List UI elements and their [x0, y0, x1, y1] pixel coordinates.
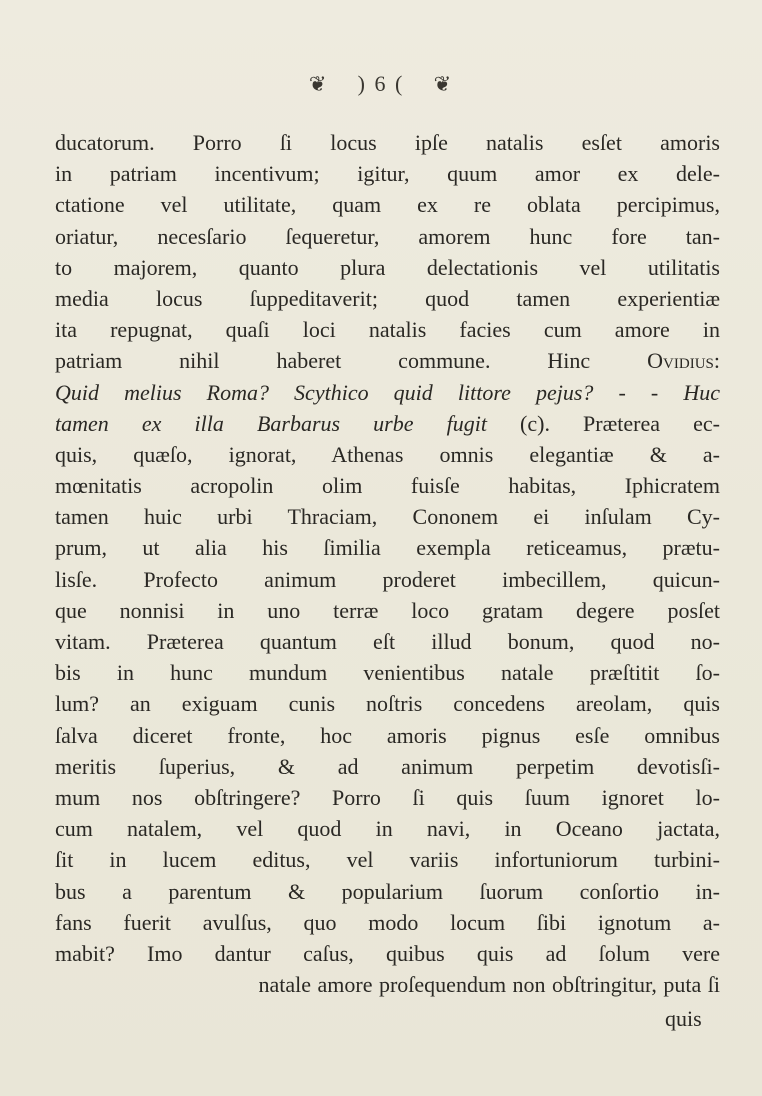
fleuron-left-icon: ❦ [308, 71, 329, 96]
text-segment: lum? an exiguam cunis noſtris concedens areolam, quis [55, 691, 720, 717]
text-segment: : [713, 348, 720, 374]
author-name: Ovidius [647, 348, 714, 374]
text-line [55, 626, 720, 657]
text-line [55, 751, 720, 782]
text-line [55, 439, 720, 470]
text-segment: patriam nihil haberet commune. Hinc [55, 348, 648, 374]
page-number: ) 6 ( [357, 71, 405, 97]
text-segment: mabit? Imo dantur caſus, quibus quis ad ſolum vere [55, 940, 720, 966]
text-line [55, 345, 720, 376]
text-segment: ducatorum. Porro ſi locus ipſe natalis esſet amoris [55, 130, 720, 155]
text-segment: bus a parentum & popularium ſuorum conſortio in- [55, 878, 720, 904]
text-line [55, 782, 720, 813]
text-line [55, 377, 720, 408]
text-line [55, 252, 720, 283]
text-line [55, 221, 720, 252]
text-segment: vitam. Præterea quantum eſt illud bonum, quod no- [55, 629, 720, 654]
text-line [55, 408, 720, 439]
quotation-italic: Quid melius Roma? Scythico quid littore pejus? - - Huc [55, 379, 720, 405]
text-segment: quis, quæſo, ignorat, Athenas omnis elegantiæ & a- [55, 441, 720, 467]
text-line [55, 969, 720, 1000]
text-line [55, 158, 720, 189]
text-segment: ſit in lucem editus, vel variis infortuniorum turbini- [55, 847, 720, 873]
text-segment: tamen huic urbi Thraciam, Cononem ei inſulam Cy- [55, 504, 720, 530]
text-segment: fans fuerit avulſus, quo modo locum ſibi ignotum a- [55, 909, 720, 935]
text-line [55, 127, 720, 158]
text-segment: ctatione vel utilitate, quam ex re oblata percipimus, [55, 192, 720, 218]
text-line [55, 314, 720, 345]
quotation-italic: tamen ex illa Barbarus urbe fugit [55, 410, 487, 436]
text-segment: oriatur, necesſario ſequeretur, amorem hunc fore tan- [55, 223, 720, 249]
text-segment: bis in hunc mundum venientibus natale præſtitit ſo- [55, 660, 720, 686]
running-header [0, 70, 762, 104]
text-segment: lisſe. Profecto animum proderet imbecillem, quicun- [55, 566, 720, 592]
text-segment: que nonnisi in uno terræ loco gratam degere posſet [55, 597, 720, 623]
text-segment: cum natalem, vel quod in navi, in Oceano jactata, [55, 816, 720, 842]
text-segment: ita repugnat, quaſi loci natalis facies cum amore in [55, 317, 720, 343]
text-line [55, 938, 720, 969]
text-line [55, 813, 720, 844]
text-segment: prum, ut alia his ſimilia exempla reticeamus, prætu- [55, 535, 720, 561]
text-line [55, 532, 720, 563]
fleuron-right-icon: ❦ [433, 71, 454, 96]
text-line [55, 907, 720, 938]
text-segment: to majorem, quanto plura delectationis vel utilitatis [55, 254, 720, 280]
text-line [55, 564, 720, 595]
text-segment: in patriam incentivum; igitur, quum amor ex dele- [55, 161, 720, 187]
text-segment: ſalva diceret fronte, hoc amoris pignus esſe omnibus [55, 722, 720, 748]
text-segment: natale amore proſequendum non obſtringitur, puta ſi [258, 972, 720, 998]
text-segment: mœnitatis acropolin olim fuisſe habitas, Iphicratem [55, 473, 720, 499]
text-line [55, 720, 720, 751]
text-line [55, 844, 720, 875]
text-line [55, 470, 720, 501]
text-line [55, 595, 720, 626]
text-segment: mum nos obſtringere? Porro ſi quis ſuum ignoret lo- [55, 784, 720, 810]
text-segment: media locus ſuppeditaverit; quod tamen experientiæ [55, 285, 720, 311]
text-line [55, 657, 720, 688]
text-line [55, 876, 720, 907]
text-segment: (c). Præterea ec- [486, 410, 720, 436]
text-segment: meritis ſuperius, & ad animum perpetim devotisſi- [55, 753, 720, 779]
body-text [55, 127, 720, 1000]
text-line [55, 283, 720, 314]
text-line [55, 688, 720, 719]
text-line [55, 189, 720, 220]
text-line [55, 501, 720, 532]
catchword: quis [665, 1006, 702, 1031]
